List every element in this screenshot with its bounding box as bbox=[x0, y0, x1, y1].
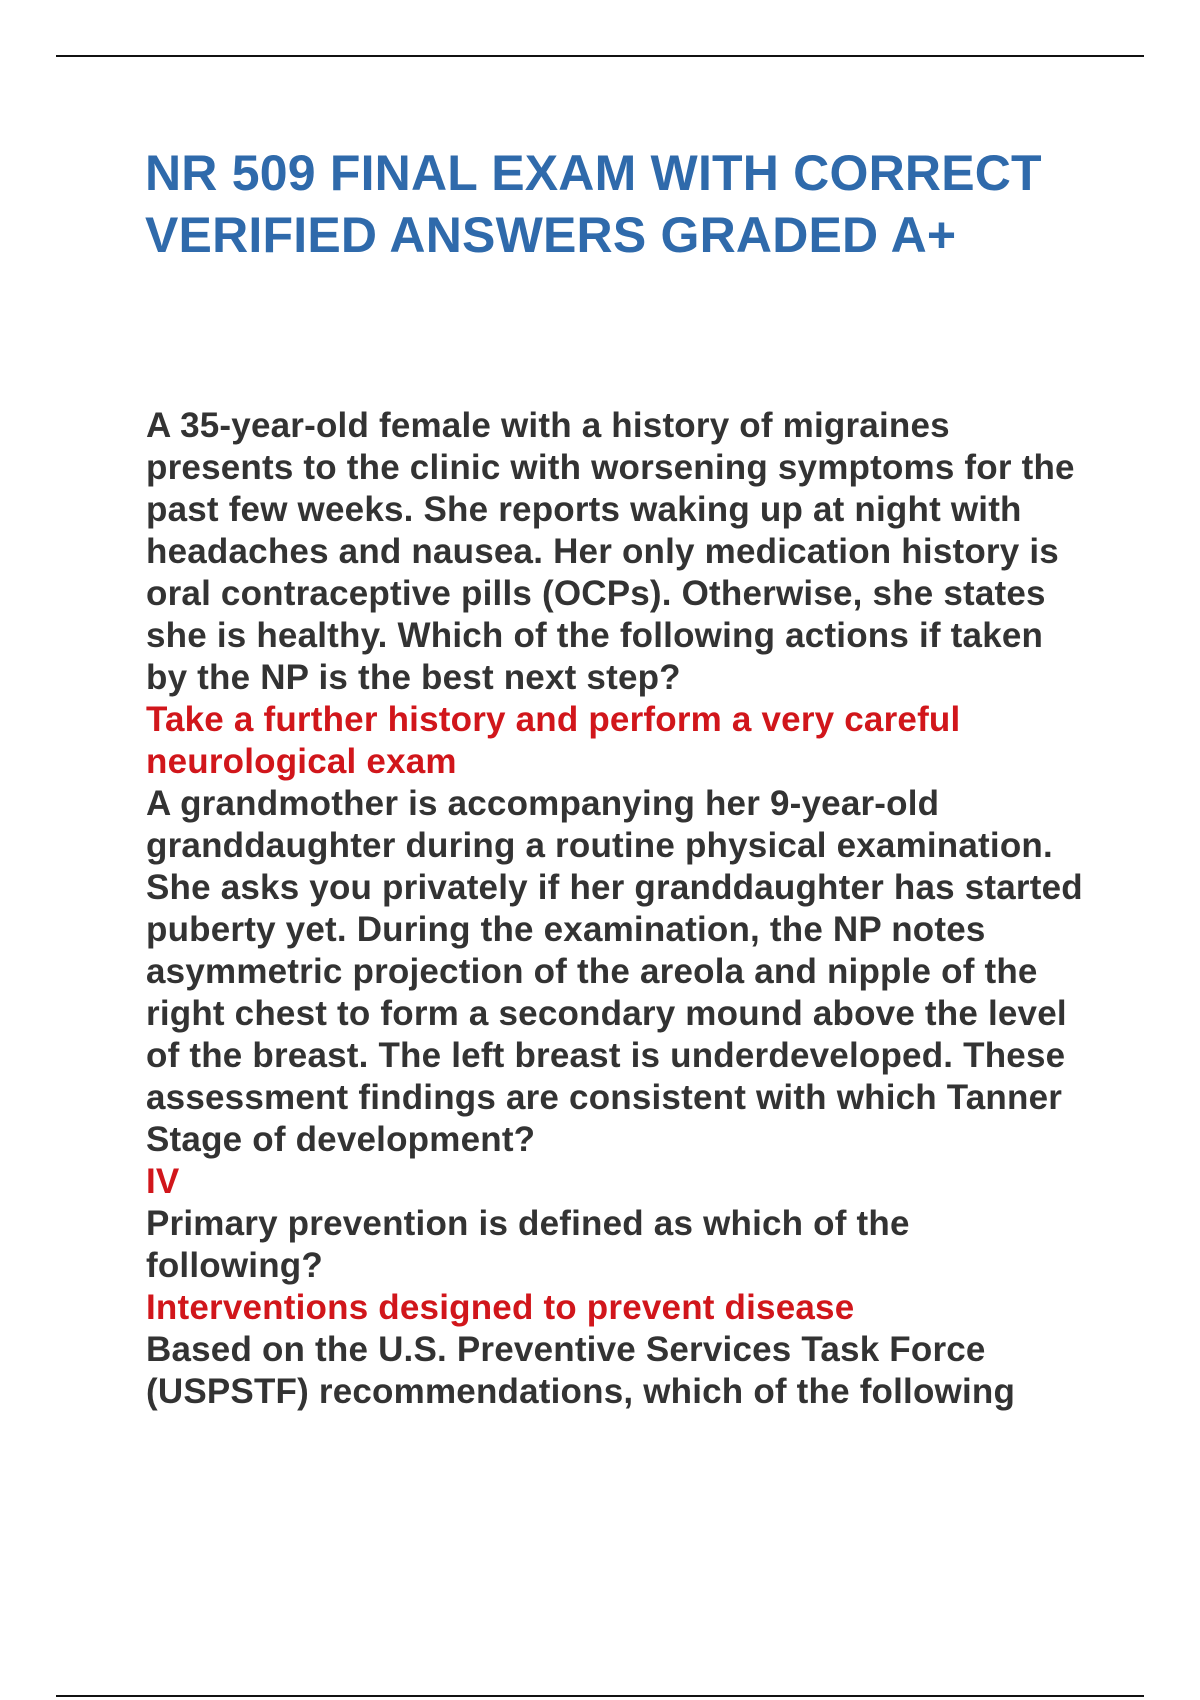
bottom-rule bbox=[56, 1695, 1144, 1697]
document-title: NR 509 FINAL EXAM WITH CORRECT VERIFIED ANSWERS GRADED A+ bbox=[145, 145, 1042, 263]
question-text: Primary prevention is defined as which of the following? bbox=[146, 1204, 910, 1285]
top-rule bbox=[56, 55, 1144, 57]
question-text: A grandmother is accompanying her 9-year-old granddaughter during a routine physical examination. She asks you privately if her granddaughter has started puberty yet. During the examination, the NP notes asymmetric projection of the areola and nipple of the right chest to form a secondary mound above the level of the breast. The left breast is underdeveloped. These assessment findings are consistent with which Tanner Stage of development? bbox=[146, 784, 1083, 1159]
qa-content bbox=[146, 405, 1091, 1413]
answer-text: Take a further history and perform a very careful neurological exam bbox=[146, 700, 961, 781]
question-text: A 35-year-old female with a history of migraines presents to the clinic with worsening symptoms for the past few weeks. She reports waking up at night with headaches and nausea. Her only medication history is oral contraceptive pills (OCPs). Otherwise, she states she is healthy. Which of the following actions if taken by the NP is the best next step? bbox=[146, 406, 1075, 697]
answer-text: IV bbox=[146, 1162, 180, 1201]
answer-text: Interventions designed to prevent disease bbox=[146, 1288, 855, 1327]
question-text: Based on the U.S. Preventive Services Task Force (USPSTF) recommendations, which of the following bbox=[146, 1330, 1016, 1411]
